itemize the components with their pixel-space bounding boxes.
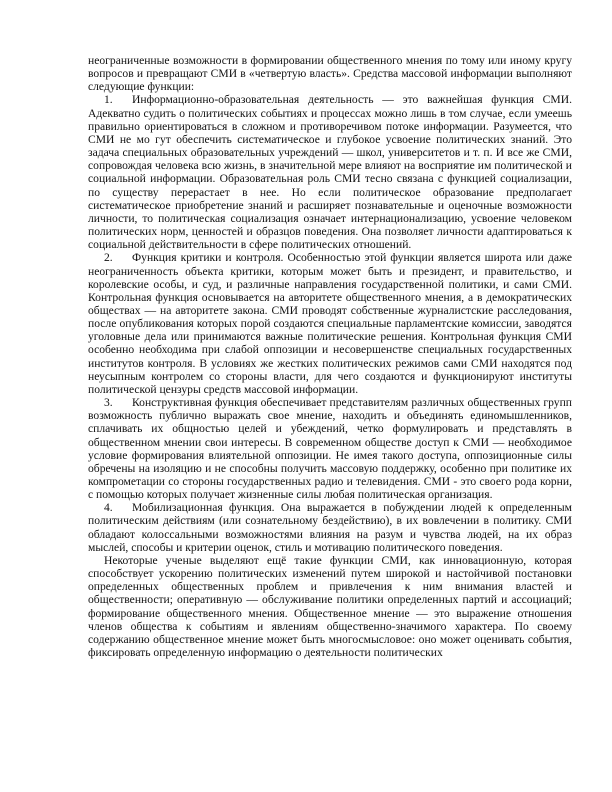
- paragraph-other-functions: Некоторые ученые выделяют ещё такие функции СМИ, как инновационную, которая способствует ускорению политических изменений путем широкой и настойчивой постановки определенных общественных проблем и привлечения к ним внимания властей и общественности; оперативную — обслуживание политики определенных партий и ассоциаций; формирование общественного мнения. Общественное мнение — это выражение отношения членов общества к событиям и явлениям общественно-значимого характера. По своему содержанию общественное мнение может быть многосмысловое: оно может оценивать события, фиксировать определенную информацию о деятельности политических: [88, 553, 572, 660]
- list-item-text: Функция критики и контроля. Особенностью этой функции является широта или даже неограниченность объекта критики, которым может быть и президент, и правительство, и королевские особы, и суд, и различные направления государственной политики, и сами СМИ. Контрольная функция основывается на авторитете общественного мнения, а в демократических обществах — на авторитете закона. СМИ проводят собственные журналистские расследования, после опубликования которых порой создаются специальные парламентские комиссии, заводятся уголовные дела или принимаются важные политические решения. Контрольная функция СМИ особенно необходима при слабой оппозиции и несовершенстве специальных государственных институтов контроля. В условиях же жестких политических режимов сами СМИ находятся под неусыпным контролем со стороны власти, для чего создаются и функционируют институты политической цензуры средств массовой информации.: [88, 251, 572, 396]
- list-item-number: 1.: [104, 93, 113, 107]
- list-item-text: Конструктивная функция обеспечивает представителям различных общественных групп возможность публично выражать свое мнение, находить и объединять единомышленников, сплачивать их общностью целей и убеждений, четко формулировать и представлять в общественном мнении свои интересы. В современном обществе доступ к СМИ — необходимое условие формирования влиятельной оппозиции. Не имея такого доступа, оппозиционные силы обречены на изоляцию и не способны получить массовую поддержку, особенно при политике их компрометации со стороны государственных радио и телевидения. СМИ - это своего рода корни, с помощью которых получает жизненные силы любая политическая организация.: [88, 396, 572, 502]
- list-item-number: 3.: [104, 396, 113, 410]
- list-item-number: 2.: [104, 251, 113, 265]
- list-item-text: Информационно-образовательная деятельность — это важнейшая функция СМИ. Адекватно судить о политических событиях и процессах можно лишь в том случае, если умеешь правильно ориентироваться в сложном и противоречивом потоке информации. Разумеется, что СМИ не мо гут обеспечить систематическое и глубокое усвоение политических знаний. Это задача специальных образовательных учреждений — школ, университетов и т. п. И все же СМИ, сопровождая человека всю жизнь, в значительной мере влияют на восприятие им политической и социальной информации. Образовательная роль СМИ тесно связана с функцией социализации, по существу перерастает в нее. Но если политическое образование предполагает систематическое приобретение знаний и расширяет познавательные и оценочные возможности личности, то политическая социализация означает интернационализацию, усвоение человеком политических норм, ценностей и образцов поведения. Она позволяет личности адаптироваться к социальной действительности в сфере политических отношений.: [88, 93, 572, 252]
- list-item-1: [88, 93, 572, 251]
- paragraph-intro: неограниченные возможности в формировании общественного мнения по тому или иному кругу вопросов и превращают СМИ в «четвертую власть». Средства массовой информации выполняют следующие функции:: [88, 54, 572, 94]
- list-item-4: [88, 501, 572, 554]
- list-item-3: [88, 396, 572, 501]
- document-page: [88, 54, 572, 659]
- list-item-number: 4.: [104, 501, 113, 515]
- list-item-2: [88, 251, 572, 396]
- list-item-text: Мобилизационная функция. Она выражается в побуждении людей к определенным политическим действиям (или сознательному бездействию), в их вовлечении в политику. СМИ обладают колоссальными возможностями влияния на разум и чувства людей, на их образ мыслей, способы и критерии оценок, стиль и мотивацию политического поведения.: [88, 501, 572, 554]
